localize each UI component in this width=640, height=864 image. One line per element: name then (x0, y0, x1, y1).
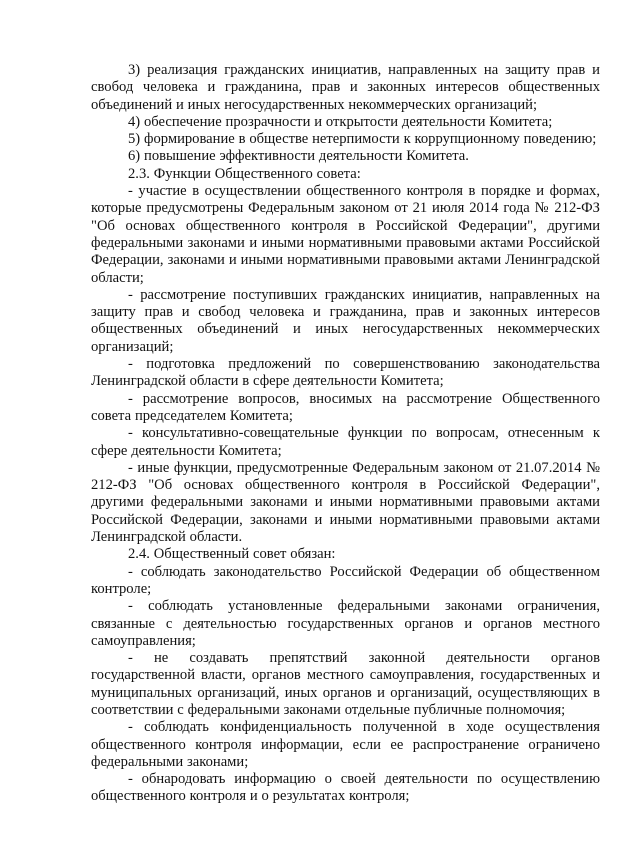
function-item-3: - подготовка предложений по совершенствованию законодательства Ленинградской области в сфере деятельности Комитета; (91, 356, 600, 390)
list-item-5: 5) формирование в обществе нетерпимости к коррупционному поведению; (128, 131, 597, 148)
duty-item-4: - соблюдать конфиденциальность полученной в ходе осуществления общественного контроля информации, если ее распространение ограничено федеральными законами; (91, 719, 600, 770)
list-item-6: 6) повышение эффективности деятельности Комитета. (128, 148, 469, 165)
list-item-3: 3) реализация гражданских инициатив, направленных на защиту прав и свобод человека и гражданина, прав и законных интересов общественных объединений и иных негосударственных некоммерческих организаций; (91, 62, 600, 113)
function-item-1: - участие в осуществлении общественного контроля в порядке и формах, которые предусмотрены Федеральным законом от 21 июля 2014 года № 212-ФЗ "Об основах общественного контроля в Российской Федерации", другими федеральными законами и иными нормативными правовыми актами Российской Федерации, законами и иными нормативными правовыми актами Ленинградской области; (91, 183, 600, 286)
section-heading-2-4: 2.4. Общественный совет обязан: (128, 546, 336, 563)
duty-item-2: - соблюдать установленные федеральными законами ограничения, связанные с деятельностью государственных органов и органов местного самоуправления; (91, 598, 600, 649)
function-item-4: - рассмотрение вопросов, вносимых на рассмотрение Общественного совета председателем Комитета; (91, 390, 600, 424)
section-heading-2-3: 2.3. Функции Общественного совета: (128, 165, 361, 182)
duty-item-1: - соблюдать законодательство Российской Федерации об общественном контроле; (91, 563, 600, 597)
function-item-6: - иные функции, предусмотренные Федеральным законом от 21.07.2014 № 212-ФЗ "Об основах общественного контроля в Российской Федерации", другими федеральными законами и иными нормативными правовыми актами Российской Федерации, законами и иными нормативными правовыми актами Ленинградской области. (91, 459, 600, 546)
duty-item-5: - обнародовать информацию о своей деятельности по осуществлению общественного контроля и о результатах контроля; (91, 771, 600, 805)
function-item-5: - консультативно-совещательные функции по вопросам, отнесенным к сфере деятельности Комитета; (91, 425, 600, 459)
duty-item-3: - не создавать препятствий законной деятельности органов государственной власти, органов местного самоуправления, государственных и муниципальных организаций, иных органов и организаций, осуществляющих в соответствии с федеральными законами отдельные публичные полномочия; (91, 650, 600, 718)
list-item-4: 4) обеспечение прозрачности и открытости деятельности Комитета; (128, 113, 553, 130)
function-item-2: - рассмотрение поступивших гражданских инициатив, направленных на защиту прав и свобод человека и гражданина, прав и законных интересов общественных объединений и иных негосударственных некоммерческих организаций; (91, 286, 600, 355)
